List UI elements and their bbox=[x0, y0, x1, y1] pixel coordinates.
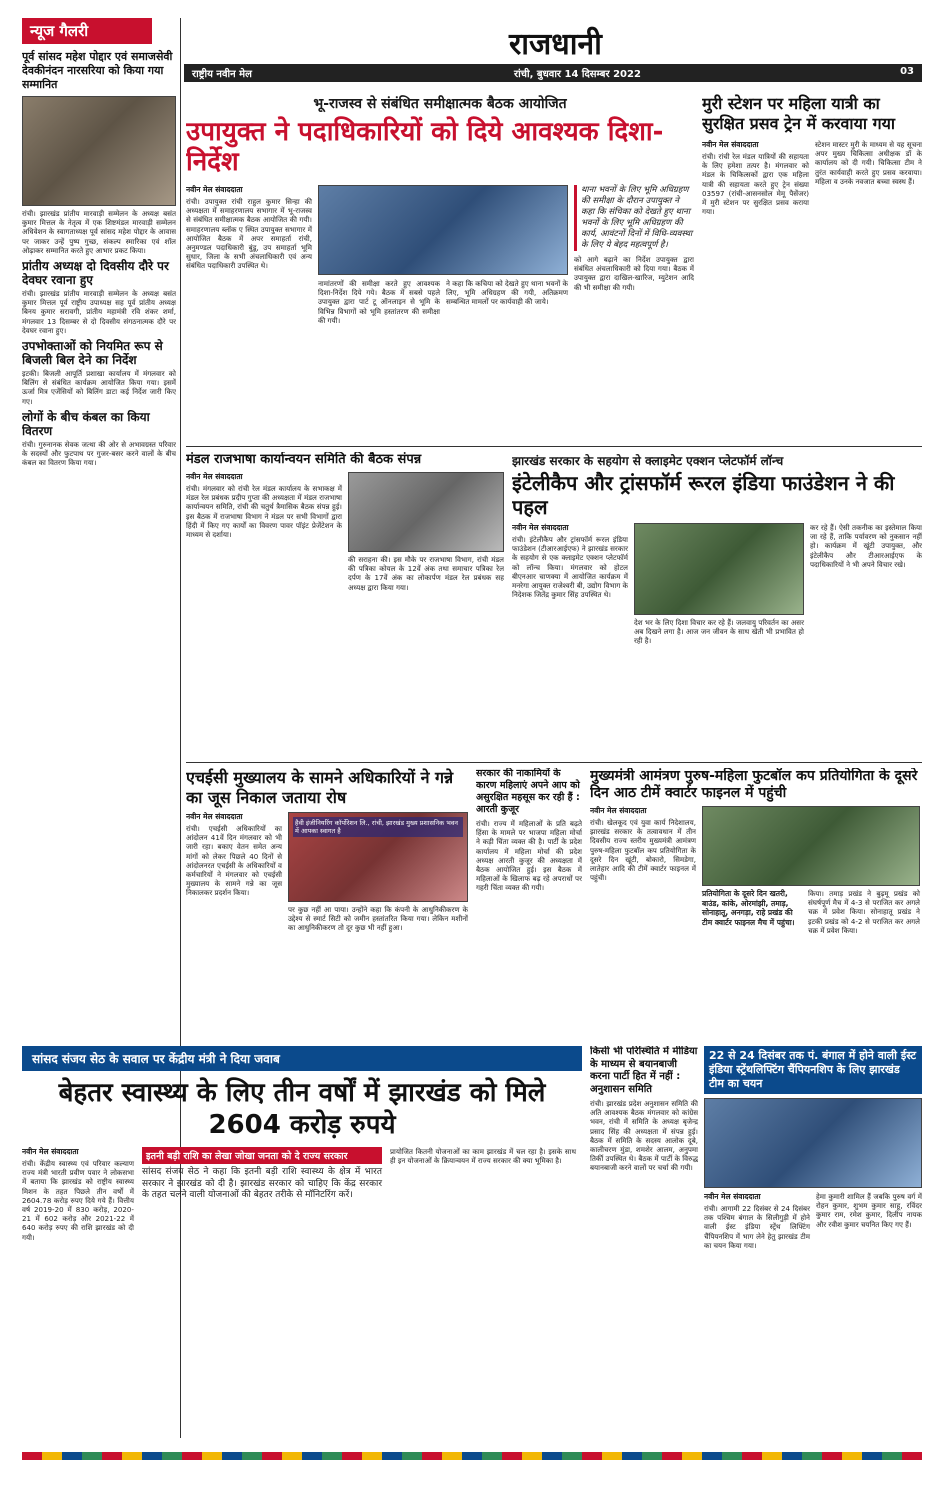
row1-divider bbox=[186, 446, 922, 447]
lead-story bbox=[186, 94, 694, 440]
football-body-2: किया। तमाड़ प्रखंड ने बुढ़मू प्रखंड को संघर्षपूर्ण मैच में 4-3 से पराजित कर अगले चक्र में प्रवेश किया। सोनाहातू प्रखंड ने इटकी प्रखंड को 4-2 से पराजित कर अगले चक्र में प्रवेश किया। bbox=[808, 889, 920, 935]
climate-kicker: झारखंड सरकार के सहयोग से क्लाइमेट एक्शन प्लेटफॉर्म लॉन्च bbox=[512, 454, 784, 468]
rajbhasha-body-2: की सराहना की। इस मौके पर राजभाषा विभाग, रांची मंडल की पत्रिका कोयल के 12वें अंक तथा समाचार पत्रिका रेल दर्पण के 17वें अंक का लोकार्पण मंडल रेल प्रबंधक सह अध्यक्ष द्वारा किया गया। bbox=[348, 555, 504, 592]
footer-strip bbox=[22, 1452, 922, 1460]
hec-story bbox=[186, 768, 470, 1038]
climate-photo bbox=[634, 523, 804, 615]
football-headline: मुख्यमंत्री आमंत्रण पुरुष-महिला फुटबॉल कप प्रतियोगिता के दूसरे दिन आठ टीमें क्वार्टर फाइनल में पहुंची bbox=[590, 768, 918, 801]
page-number: 03 bbox=[900, 66, 914, 77]
hec-col-1 bbox=[186, 812, 282, 933]
brand-label: राष्ट्रीय नवीन मेल bbox=[192, 69, 252, 80]
lead-body-1: रांची। उपायुक्त रांची राहुल कुमार सिन्हा की अध्यक्षता में समाहरणालय सभागार में भू-राजस्व से संबंधित समीक्षात्मक बैठक आयोजित की गयी। समाहरणालय ब्लॉक ए स्थित उपायुक्त सभागार में आयोजित बैठक में अपर समाहर्ता रांची, अनुमण्डल पदाधिकारी बुंडू, उप समाहर्ता भूमि सुधार, जिला के सभी अंचलाधिकारी एवं अन्य संबंधित पदाधिकारी उपस्थित थे। bbox=[186, 197, 312, 271]
football-body-1: रांची। खेलकूद एवं युवा कार्य निदेशालय, झारखंड सरकार के तत्वावधान में तीन दिवसीय राज्य स्तरीय मुख्यमंत्री आमंत्रण पुरुष-महिला फुटबॉल कप प्रतियोगिता के दूसरे दिन खूंटी, बोकारो, सिमडेगा, लातेहार आदि की टीमें क्वार्टर फाइनल में पहुंची। bbox=[590, 818, 696, 883]
lead-kicker: भू-राजस्व से संबंधित समीक्षात्मक बैठक आयोजित bbox=[313, 96, 567, 112]
aarti-body: रांची। राज्य में महिलाओं के प्रति बढ़ते हिंसा के मामले पर भाजपा महिला मोर्चा ने कड़ी चिंता व्यक्त की है। पार्टी के प्रदेश कार्यालय में महिला मोर्चा की प्रदेश अध्यक्ष आरती कुजूर की अध्यक्षता में बैठक आयोजित हुई। इस बैठक में महिलाओं के खिलाफ बढ़ रहे अपराधों पर गहरी चिंता व्यक्त की गयी। bbox=[476, 819, 582, 893]
health-col-1 bbox=[22, 1147, 134, 1242]
lead-col-mid bbox=[318, 185, 568, 325]
aarti-headline: सरकार की नाकामियों के कारण महिलाएं अपने आप को असुरक्षित महसूस कर रही हैं : आरती कुजूर bbox=[476, 768, 580, 815]
climate-story bbox=[512, 452, 922, 758]
climate-col-2 bbox=[634, 523, 804, 646]
gallery-label: न्यूज गैलरी bbox=[22, 18, 152, 44]
hec-photo-sign: हैवी इंजीनियरिंग कॉर्पोरेशन लि., रांची, झारखंड मुख्य प्रशासनिक भवन में आपका स्वागत है bbox=[293, 817, 463, 837]
health-byline: नवीन मेल संवाददाता bbox=[22, 1147, 79, 1156]
rajbhasha-col-2 bbox=[348, 472, 504, 592]
health-body-3: प्रायोजित कितनी योजनाओं का काम झारखंड में चल रहा है। इसके साथ ही इन योजनाओं के क्रियान्वयन में राज्य सरकार की क्या भूमिका है। bbox=[390, 1147, 576, 1166]
aarti-story bbox=[476, 768, 582, 1038]
rajbhasha-photo bbox=[348, 472, 504, 552]
hec-body-1: रांची। एचईसी अधिकारियों का आंदोलन 41वें दिन मंगलवार को भी जारी रहा। बकाए वेतन समेत अन्य मांगों को लेकर पिछले 40 दिनों से आंदोलनरत एचईसी के अधिकारियों व कर्मचारियों ने मंगलवार को एचईसी मुख्यालय के सामने गन्ने का जूस निकालकर प्रदर्शन किया। bbox=[186, 824, 282, 898]
football-callout: प्रतियोगिता के दूसरे दिन खतरी, बाउंड, कांके, ओरमांझी, तमाड़, सोनाहातू, अनगड़ा, राहे प्रखंड की टीम क्वार्टर फाइनल मैच में पहुंचा। bbox=[702, 889, 795, 927]
gallery-story4-body: रांची। गुरुनानक सेवक जत्था की ओर से अभावग्रस्त परिवार के सदस्यों और फुटपाथ पर गुजर-बसर करने वालों के बीच कंबल का वितरण किया गया। bbox=[22, 439, 176, 468]
lead-byline: नवीन मेल संवाददाता bbox=[186, 185, 243, 194]
lifting-body-2: हेमा कुमारी शामिल हैं जबकि पुरुष वर्ग में रोहन कुमार, शुभम कुमार साहू, रविंदर कुमार राम, रमेश कुमार, दिलीप नायक और रवीश कुमार चयनित किए गए हैं। bbox=[816, 1192, 922, 1229]
climate-col-1 bbox=[512, 523, 628, 646]
gallery-story2-body: रांची। झारखंड प्रांतीय मारवाड़ी सम्मेलन के अध्यक्ष बसंत कुमार मित्तल पूर्व राष्ट्रीय उपाध्यक्ष सह पूर्व प्रांतीय अध्यक्ष बिनय कुमार सरावगी, प्रांतीय महामंत्री रवि शंकर शर्मा, मंगलवार 13 दिसम्बर से दो दिवसीय संगठनात्मक दौरे पर देवघर रवाना हुए। bbox=[22, 289, 176, 335]
health-headline: बेहतर स्वास्थ्य के लिए तीन वर्षों में झारखंड को मिले 2604 करोड़ रुपये bbox=[58, 1078, 546, 1140]
hec-body-2: पर कुछ नहीं आ पाया। उन्होंने कहा कि कंपनी के आधुनिकीकरण के उद्देश्य से स्मार्ट सिटी को जमीन हस्तांतरित किया गया। लेकिन मशीनों का आधुनिकीकरण तो दूर कुछ भी नहीं हुआ। bbox=[288, 905, 468, 933]
football-byline: नवीन मेल संवाददाता bbox=[590, 806, 647, 815]
football-photo bbox=[702, 806, 920, 886]
dateline: रांची, बुधवार 14 दिसम्बर 2022 bbox=[514, 69, 641, 80]
rail-body-2: स्टेशन मास्टर मुरी के माध्यम से यह सूचना अपर मुख्य चिकित्सा अधीक्षक डॉ के कार्यालय को दी गयी। चिकित्सा टीम ने तुरंत कार्यवाही करते हुए प्रसव करवाया। महिला व उनके नवजात बच्चा स्वस्थ हैं। bbox=[815, 140, 922, 186]
rail-headline: मुरी स्टेशन पर महिला यात्री का सुरक्षित प्रसव ट्रेन में करवाया गया bbox=[702, 94, 896, 133]
masthead bbox=[184, 20, 922, 88]
section-title: राजधानी bbox=[509, 27, 602, 62]
row2-divider bbox=[186, 762, 922, 763]
lead-body-2: नामांतरणों की समीक्षा करते हुए आवश्यक दिशा-निर्देश दिये गये। बैठक में सबसे पहले उपायुक्त द्वारा पार्ट टू ऑनलाइन से भूमि के विभिन्न विभागों को भूमि हस्तांतरण की समीक्षा की गयी। bbox=[318, 279, 440, 325]
rail-story bbox=[702, 94, 922, 440]
lifting-byline: नवीन मेल संवाददाता bbox=[704, 1192, 761, 1201]
rail-col-1 bbox=[702, 140, 809, 216]
lead-col-right bbox=[574, 185, 694, 325]
rajbhasha-story bbox=[186, 452, 504, 758]
rajbhasha-headline: मंडल राजभाषा कार्यान्वयन समिति की बैठक संपन्न bbox=[186, 452, 422, 467]
health-body-2: सांसद संजय सेठ ने कहा कि इतनी बड़ी राशि स्वास्थ्य के क्षेत्र में भारत सरकार ने झारखंड को दी है। झारखंड सरकार को चाहिए कि केंद्र सरकार के तहत चलने वाली योजनाओं की बेहतर तरीके से मॉनिटरिंग करें। bbox=[142, 1167, 382, 1200]
gallery-headline: पूर्व सांसद महेश पोद्दार एवं समाजसेवी देवकीनंदन नारसरिया को किया गया सम्मानित bbox=[22, 50, 173, 91]
climate-byline: नवीन मेल संवाददाता bbox=[512, 523, 569, 532]
gallery-story2-head: प्रांतीय अध्यक्ष दो दिवसीय दौरे पर देवघर रवाना हुए bbox=[22, 259, 169, 288]
media-story bbox=[590, 1046, 698, 1446]
lead-body-3: ने कहा कि कचिया को देखते हुए थाना भवनों के लिए, भूमि अधिग्रहण की गयी, अतिक्रमण सम्बन्धित मामलों पर कार्यवाही की जाये। bbox=[446, 279, 568, 307]
media-body: रांची। झारखंड प्रदेश अनुशासन समिति की अति आवश्यक बैठक मंगलवार को कांग्रेस भवन, रांची में समिति के अध्यक्ष बृजेन्द्र प्रसाद सिंह की अध्यक्षता में संपन्न हुई। बैठक में समिति के सदस्य आलोक दूबे, कालीचरण मुंडा, शमशेर आलम, अनुपमा तिर्की उपस्थित थे। बैठक में पार्टी के विरुद्ध बयानबाजी करने वालों पर चर्चा की गयी। bbox=[590, 1099, 698, 1173]
hec-photo bbox=[288, 812, 468, 902]
health-body-1: रांची। केंद्रीय स्वास्थ्य एवं परिवार कल्याण राज्य मंत्री भारती प्रवीण पवार ने लोकसभा में बताया कि झारखंड को राष्ट्रीय स्वास्थ्य मिशन के तहत पिछले तीन वर्षों में 2604.78 करोड़ रुपए दिये गये हैं। वित्तीय वर्ष 2019-20 में 830 करोड़, 2020-21 में 602 करोड़ और 2021-22 में 640 करोड़ रुपए की राशि झारखंड को दी गयी। bbox=[22, 1159, 134, 1242]
health-story bbox=[22, 1046, 582, 1446]
rail-body-1: रांची। रांची रेल मंडल यात्रियों की सहायता के लिए हमेशा तत्पर है। मंगलवार को मंडल के चिकित्सकों द्वारा एक महिला यात्री की सहायता करते हुए ट्रेन संख्या 03597 (रांची-आसनसोल मेमू पैसेंजर) में मुरी स्टेशन पर सुरक्षित प्रसव कराया गया। bbox=[702, 152, 809, 217]
football-col-1 bbox=[590, 806, 696, 935]
gallery-photo bbox=[22, 96, 176, 206]
gallery-caption: रांची। झारखंड प्रांतीय मारवाड़ी सम्मेलन के अध्यक्ष बसंत कुमार मित्तल के नेतृत्व में एक शिष्टमंडल मारवाड़ी सम्मेलन अधिवेशन के स्वागताध्यक्ष पूर्व सांसद महेश पोद्दार के आवास पर जाकर उन्हें पुष्प गुच्छ, संकल्प स्मारिका एवं शॉल ओढ़ाकर सम्मानित करते हुए आभार प्रकट किया। bbox=[22, 209, 176, 255]
climate-body-1: रांची। इंटेलीकैप और ट्रांसफॉर्म रूरल इंडिया फाउंडेशन (टीआरआईएफ) ने झारखंड सरकार के सहयोग से एक क्लाइमेट एक्शन प्लेटफॉर्म को लॉन्च किया। मंगलवार को होटल बीएनआर चाणक्या में आयोजित कार्यक्रम में मनरेगा आयुक्त राजेश्वरी बी, उद्योग विभाग के निदेशक जितेंद्र कुमार सिंह उपस्थित थे। bbox=[512, 535, 628, 600]
lifting-photo bbox=[704, 1098, 922, 1188]
climate-body-3: कर रहे हैं। ऐसी तकनीक का इस्तेमाल किया जा रहे हैं, ताकि पर्यावरण को नुकसान नहीं हो। कार्यक्रम में खूंटी उपायुक्त, और इंटेलीकैप और टीआरआईएफ के पदाधिकारियों ने भी अपने विचार रखे। bbox=[810, 523, 922, 569]
climate-headline: इंटेलीकैप और ट्रांसफॉर्म रूरल इंडिया फाउंडेशन ने की पहल bbox=[512, 471, 895, 519]
media-headline: किसी भी परिस्थिति में मीडिया के माध्यम से बयानबाजी करना पार्टी हित में नहीं : अनुशासन समिति bbox=[590, 1046, 698, 1095]
lifting-col-1 bbox=[704, 1192, 810, 1250]
lead-headline: उपायुक्त ने पदाधिकारियों को दिये आवश्यक दिशा-निर्देश bbox=[186, 117, 664, 177]
lead-col-1 bbox=[186, 185, 312, 325]
hec-byline: नवीन मेल संवाददाता bbox=[186, 812, 243, 821]
lifting-body-1: रांची। आगामी 22 दिसंबर से 24 दिसंबर तक पश्चिम बंगाल के सिलीगुड़ी में होने वाली ईस्ट इंडिया स्ट्रेंथ लिफ्टिंग चैंपियनशिप में भाग लेने हेतु झारखंड टीम का चयन किया गया। bbox=[704, 1204, 810, 1250]
health-kicker: सांसद संजय सेठ के सवाल पर केंद्रीय मंत्री ने दिया जवाब bbox=[22, 1046, 582, 1071]
lead-body-4: को आगे बढ़ाने का निर्देश उपायुक्त द्वारा संबंधित अंचलाधिकारी को दिया गया। बैठक में उपायुक्त द्वारा दाखिल-खारिज, म्युटेशन आदि की भी समीक्षा की गयी। bbox=[574, 255, 694, 292]
lead-photo bbox=[318, 185, 568, 275]
lifting-headline: 22 से 24 दिसंबर तक पं. बंगाल में होने वाली ईस्ट इंडिया स्ट्रेंथलिफ्टिंग चैंपियनशिप के लिए झारखंड टीम का चयन bbox=[704, 1046, 922, 1094]
rajbhasha-byline: नवीन मेल संवाददाता bbox=[186, 472, 243, 481]
rajbhasha-body-1: रांची। मंगलवार को रांची रेल मंडल कार्यालय के सभाकक्ष में मंडल रेल प्रबंधक प्रदीप गुप्ता की अध्यक्षता में मंडल राजभाषा कार्यान्वयन समिति, रांची की चतुर्थ त्रैमासिक बैठक संपन्न हुई। इस बैठक में राजभाषा विभाग ने मंडल पर सभी विभागों द्वारा हिंदी में किए गए कार्यों का विवरण पावर पॉइंट प्रेजेंटेशन के माध्यम से दर्शाया। bbox=[186, 484, 342, 540]
rajbhasha-col-1 bbox=[186, 472, 342, 592]
lifting-story bbox=[704, 1046, 922, 1446]
climate-body-2: देश भर के लिए दिशा विचार कर रहे हैं। जलवायु परिवर्तन का असर अब दिखने लगा है। आज जन जीवन के साथ खेती भी प्रभावित हो रही है। bbox=[634, 618, 804, 646]
hec-col-2 bbox=[288, 812, 468, 933]
football-story bbox=[590, 768, 922, 1038]
lead-callout: थाना भवनों के लिए भूमि अधिग्रहण की समीक्षा के दौरान उपायुक्त ने कहा कि संचिका को देखते हुए थाना भवनों के लिए भूमि अधिग्रहण की कार्य, आवंटनों दिनों में विधि-व्यवस्था के लिए ये बेहद महत्वपूर्ण है। bbox=[574, 185, 694, 251]
gallery-story3-head: उपभोक्ताओं को नियमित रूप से बिजली बिल देने का निर्देश bbox=[22, 339, 163, 368]
hec-headline: एचईसी मुख्यालय के सामने अधिकारियों ने गन्ने का जूस निकाल जताया रोष bbox=[186, 768, 454, 807]
health-col-2 bbox=[142, 1147, 382, 1242]
gallery-story3-body: इटकी। बिजली आपूर्ति प्रशाखा कार्यालय में मंगलवार को बिलिंग से संबंधित कार्यक्रम आयोजित किया गया। इसमें ऊर्जा मित्र एजेंसियों को बिलिंग डाटा कई निर्देश जारी किए गए। bbox=[22, 369, 176, 406]
rail-byline: नवीन मेल संवाददाता bbox=[702, 140, 759, 149]
health-tag: इतनी बड़ी राशि का लेखा जोखा जनता को दे राज्य सरकार bbox=[142, 1147, 382, 1164]
gallery-story4-head: लोगों के बीच कंबल का किया वितरण bbox=[22, 409, 150, 438]
football-col-2 bbox=[702, 806, 920, 935]
